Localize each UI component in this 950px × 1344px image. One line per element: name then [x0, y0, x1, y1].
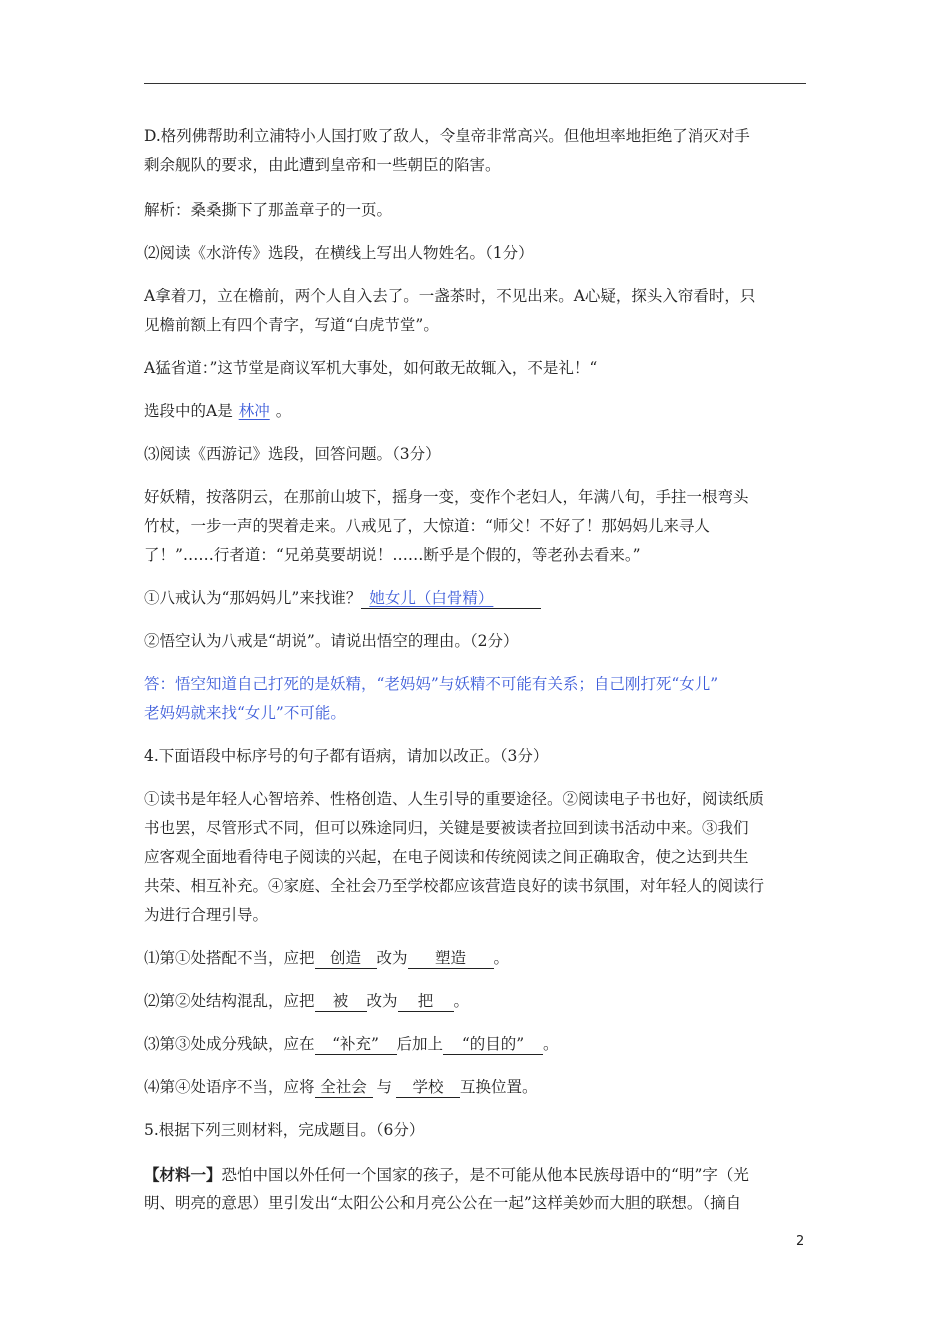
q4-para-line-2: 书也罢，尽管形式不同，但可以殊途同归，关键是要被读者拉回到读书活动中来。③我们	[144, 819, 749, 837]
q4-sub4-suffix: 互换位置。	[460, 1078, 538, 1096]
q3-sub1-question: ①八戒认为“那妈妈儿”来找谁？	[144, 589, 362, 607]
q3-passage-line-3: 了！”……行者道：“兄弟莫要胡说！……断乎是个假的，等老孙去看来。”	[144, 546, 641, 564]
q4-sub4-prefix: ⑷第④处语序不当，应将	[144, 1078, 315, 1096]
q4-sub3	[144, 1030, 808, 1059]
q4-para-line-1: ①读书是年轻人心智培养、性格创造、人生引导的重要途径。②阅读电子书也好，阅读纸质	[144, 790, 765, 808]
header-rule	[144, 83, 806, 84]
q4-sub2-mid: 改为	[366, 992, 398, 1010]
q3-sub2-answer-line-2: 老妈妈就来找“女儿”不可能。	[144, 704, 346, 722]
q5-material-1-line-2: 明、明亮的意思）里引发出“太阳公公和月亮公公在一起”这样美妙而大胆的联想。（摘自	[144, 1194, 742, 1212]
q2-prompt: ⑵阅读《水浒传》选段，在横线上写出人物姓名。（1分）	[144, 244, 534, 262]
q4-sub4-blank-1: 全社会	[315, 1077, 373, 1098]
q4-sub1-blank-2: 塑造	[408, 948, 494, 969]
q4-sub2-prefix: ⑵第②处结构混乱，应把	[144, 992, 315, 1010]
q4-sub2-blank-2: 把	[398, 991, 454, 1012]
q4-sub4-mid: 与	[376, 1078, 393, 1096]
q4-prompt: 4.下面语段中标序号的句子都有语病，请加以改正。（3分）	[144, 747, 549, 765]
q4-sub3-mid: 后加上	[396, 1035, 444, 1053]
q4-sub4	[144, 1073, 808, 1102]
q5-material-1-line-1	[144, 1160, 808, 1190]
q3-passage-line-1: 好妖精，按落阴云，在那前山坡下，摇身一变，变作个老妇人，年满八旬，手拄一根弯头	[144, 488, 749, 506]
q5-material-1-label: 【材料一】	[144, 1165, 222, 1184]
q5-prompt: 5.根据下列三则材料，完成题目。（6分）	[144, 1121, 425, 1139]
q3-sub2-answer-line-1: 答：悟空知道自己打死的是妖精，“老妈妈”与妖精不可能有关系；自己刚打死“女儿”	[144, 675, 719, 693]
q3-sub1-answer: 她女儿（白骨精）	[369, 589, 494, 607]
option-d-line-1: D.格列佛帮助利立浦特小人国打败了敌人，令皇帝非常高兴。但他坦率地拒绝了消灭对手	[144, 127, 750, 145]
q4-sub1-prefix: ⑴第①处搭配不当，应把	[144, 949, 315, 967]
q2-passage-line-3: A猛省道：”这节堂是商议军机大事处，如何敢无故辄入，不是礼！“	[144, 359, 598, 377]
q4-sub3-blank-2: “的目的”	[443, 1034, 543, 1055]
q3-sub1-blank	[361, 588, 541, 609]
q2-passage-line-1: A拿着刀，立在檐前，两个人自入去了。一盏茶时，不见出来。A心疑，探头入帘看时，只	[144, 287, 756, 305]
q4-sub1-suffix: 。	[493, 949, 510, 967]
page-number: 2	[796, 1234, 805, 1249]
q4-para-line-4: 共荣、相互补充。④家庭、全社会乃至学校都应该营造良好的读书氛围，对年轻人的阅读行	[144, 877, 765, 895]
q4-sub1	[144, 944, 808, 973]
q3-sub1	[144, 584, 808, 613]
q5-material-1-text: 恐怕中国以外任何一个国家的孩子，是不可能从他本民族母语中的“明”字（光	[221, 1166, 749, 1184]
q3-prompt: ⑶阅读《西游记》选段，回答问题。（3分）	[144, 445, 441, 463]
q4-sub3-prefix: ⑶第③处成分残缺，应在	[144, 1035, 315, 1053]
q4-sub2-blank-1: 被	[315, 991, 367, 1012]
q2-question-prefix: 选段中的A是	[144, 402, 233, 420]
q3-passage-line-2: 竹杖，一步一声的哭着走来。八戒见了，大惊道：“师父！不好了！那妈妈儿来寻人	[144, 517, 710, 535]
q4-sub4-blank-2: 学校	[396, 1077, 460, 1098]
q4-sub2-suffix: 。	[453, 992, 470, 1010]
q4-para-line-5: 为进行合理引导。	[144, 906, 269, 924]
analysis: 解析：桑桑撕下了那盖章子的一页。	[144, 201, 393, 219]
q2-passage-line-2: 见檐前额上有四个青字，写道“白虎节堂”。	[144, 316, 439, 334]
q2-question	[144, 397, 808, 426]
q4-para-line-3: 应客观全面地看待电子阅读的兴起，在电子阅读和传统阅读之间正确取舍，使之达到共生	[144, 848, 749, 866]
q4-sub3-suffix: 。	[543, 1035, 559, 1053]
q2-question-suffix: 。	[275, 402, 292, 420]
q4-sub3-blank-1: “补充”	[315, 1034, 397, 1055]
q3-sub2-question: ②悟空认为八戒是“胡说”。请说出悟空的理由。（2分）	[144, 632, 519, 650]
q4-sub2	[144, 987, 808, 1016]
q4-sub1-blank-1: 创造	[315, 948, 377, 969]
option-d-line-2: 剩余舰队的要求，由此遭到皇帝和一些朝臣的陷害。	[144, 156, 501, 174]
q2-answer: 林冲	[238, 402, 270, 420]
q4-sub1-mid: 改为	[376, 949, 408, 967]
